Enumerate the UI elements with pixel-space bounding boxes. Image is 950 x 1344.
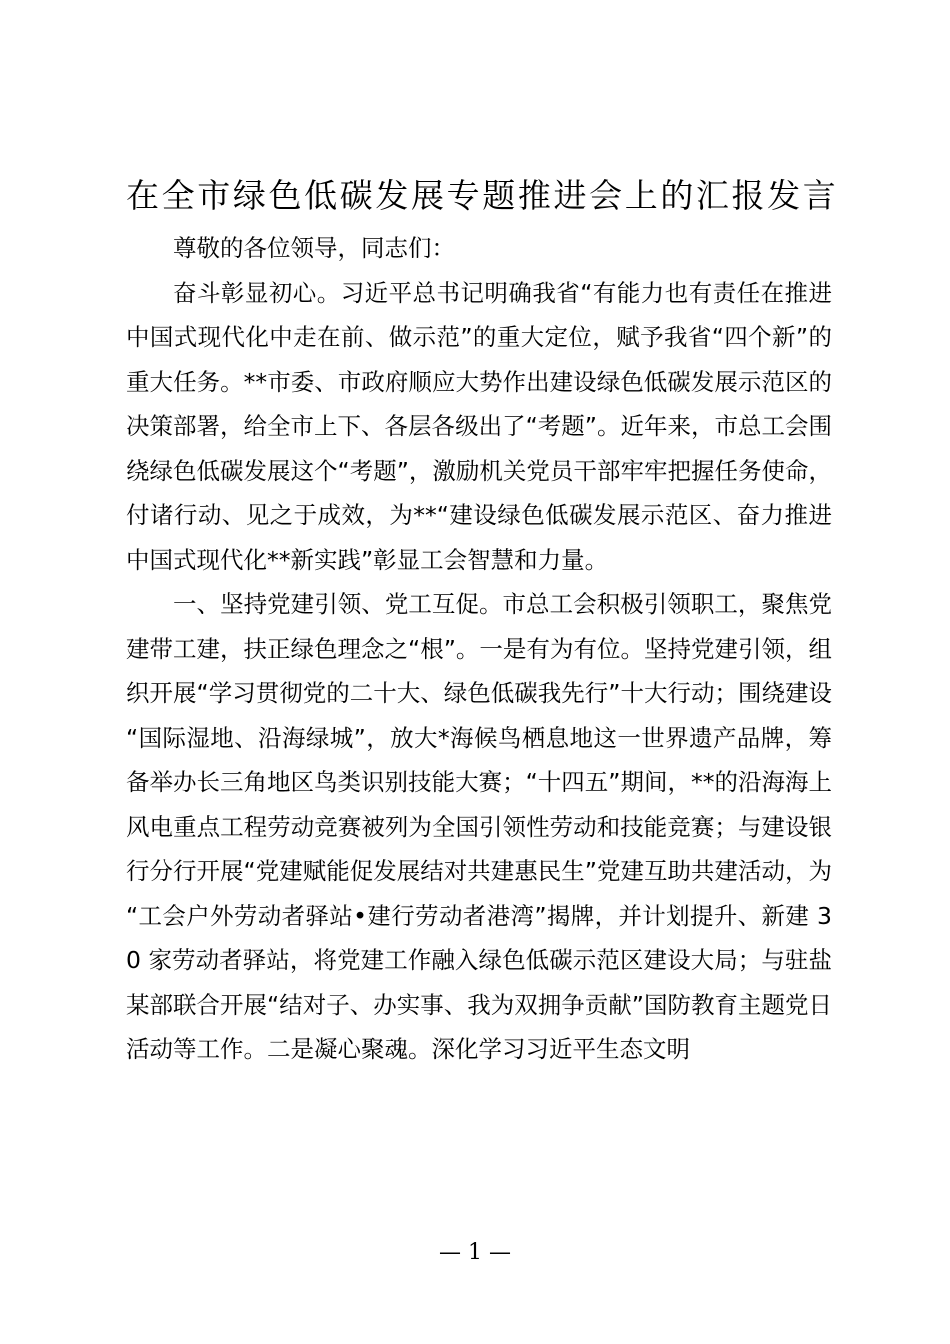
document-title: 在全市绿色低碳发展专题推进会上的汇报发言: [126, 176, 836, 215]
salutation: 尊敬的各位领导，同志们：: [173, 234, 455, 262]
paragraph-section-one: 一、坚持党建引领、党工互促。市总工会积极引领职工，聚焦党建带工建，扶正绿色理念之“根”。一是有为有位。坚持党建引领，组织开展“学习贯彻党的二十大、绿色低碳我先行”十大行动；围绕建设“国际湿地、沿海绿城”，放大*海候鸟栖息地这一世界遗产品牌，筹备举办长三角地区鸟类识别技能大赛；“十四五”期间，**的沿海海上风电重点工程劳动竞赛被列为全国引领性劳动和技能竞赛；与建设银行分行开展“党建赋能促发展结对共建惠民生”党建互助共建活动，为“工会户外劳动者驿站•建行劳动者港湾”揭牌，并计划提升、新建 30 家劳动者驿站，将党建工作融入绿色低碳示范区建设大局；与驻盐某部联合开展“结对子、办实事、我为双拥争贡献”国防教育主题党日活动等工作。二是凝心聚魂。深化学习习近平生态文明: [126, 590, 832, 1063]
paragraph-intro: 奋斗彰显初心。习近平总书记明确我省“有能力也有责任在推进中国式现代化中走在前、做示范”的重大定位，赋予我省“四个新”的重大任务。**市委、市政府顺应大势作出建设绿色低碳发展示范区的决策部署，给全市上下、各层各级出了“考题”。近年来，市总工会围绕绿色低碳发展这个“考题”，激励机关党员干部牢牢把握任务使命，付诸行动、见之于成效，为**“建设绿色低碳发展示范区、奋力推进中国式现代化**新实践”彰显工会智慧和力量。: [126, 278, 832, 574]
page-number: — 1 —: [439, 1240, 511, 1265]
document-body: [126, 226, 832, 1072]
